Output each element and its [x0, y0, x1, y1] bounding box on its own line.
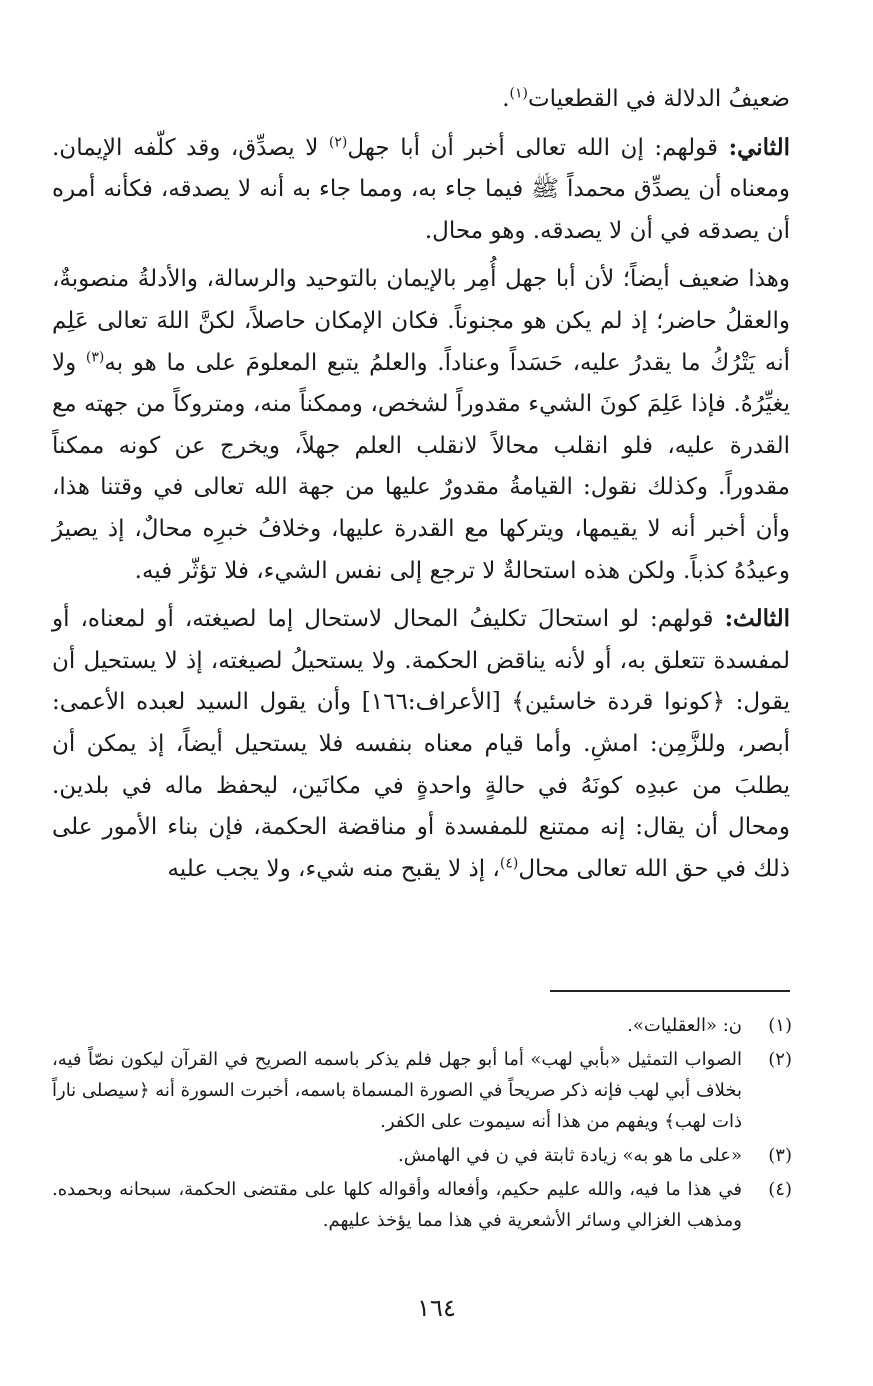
paragraph-1	[52, 78, 790, 121]
footnote-item	[52, 1010, 792, 1041]
footnote-text: ن: «العقليات».	[627, 1015, 742, 1036]
paragraph-text: وهذا ضعيف أيضاً؛ لأن أبا جهل أُمِر بالإيمان بالتوحيد والرسالة، والأدلةُ منصوبةٌ، والعقلُ حاضر؛ إذ لم يكن هو مجنوناً. فكان الإمكان حاصلاً، لكنَّ اللهَ تعالى عَلِم أنه يَتْرُكُ ما يقدرُ عليه، حَسَداً وعناداً. والعلمُ يتبع المعلومَ على ما هو به	[52, 266, 790, 376]
footnote-text: «على ما هو به» زيادة ثابتة في ن في الهامش.	[397, 1145, 742, 1166]
paragraph-text: قولهم: لو استحالَ تكليفُ المحال لاستحال إما لصيغته، أو لمعناه، أو لمفسدة تتعلق به، أو لأنه يناقض الحكمة. ولا يستحيلُ لصيغته، إذ لا يستحيل أن يقول: ﴿كونوا قردة خاسئين﴾ [الأعراف:١٦٦] وأن يقول السيد لعبده الأعمى: أبصر، وللزَّمِن: امشِ. وأما قيام معناه بنفسه فلا يستحيل أيضاً، إذ يمكن أن يطلبَ من عبدِه كونَهُ في حالةٍ واحدةٍ في مكانَين، ليحفظ ماله في بلدين. ومحال أن يقال: إنه ممتنع للمفسدة أو مناقضة الحكمة، فإن بناء الأمور على ذلك في حق الله تعالى محال	[52, 606, 790, 882]
footnote-ref-3[interactable]: (٣)	[85, 348, 105, 365]
paragraph-tail: .	[502, 86, 510, 112]
footnote-number: (٣)	[768, 1145, 792, 1166]
paragraph-tail: ولا يغيِّرُهُ. فإذا عَلِمَ كونَ الشيء مقدوراً لشخص، وممكناً منه، ومتروكاً من جهته مع القدرة عليه، فلو انقلب محالاً لانقلب العلم جهلاً، ويخرج عن كونه ممكناً مقدوراً. وكذلك نقول: القيامةُ مقدورٌ عليها من جهة الله تعالى في وقتنا هذا، وأن أخبر أنه لا يقيمها، ويتركها مع القدرة عليها، وخلافُ خبرِه محالٌ، إذ يصيرُ وعيدُهُ كذباً. ولكن هذه استحالةٌ لا ترجع إلى نفس الشيء، فلا تؤثّر فيه.	[52, 349, 790, 584]
paragraph-lead: الثالث:	[724, 605, 790, 633]
footnote-ref-2[interactable]: (٢)	[328, 133, 348, 150]
footnote-item	[52, 1044, 792, 1137]
footnote-ref-1[interactable]: (١)	[509, 85, 528, 102]
page-number: ١٦٤	[417, 1294, 456, 1322]
paragraph-text: ضعيفُ الدلالة في القطعيات	[528, 86, 790, 112]
footnote-number: (٢)	[768, 1049, 792, 1070]
paragraph-2	[52, 127, 790, 253]
paragraph-3	[52, 258, 790, 592]
footnote-text: في هذا ما فيه، والله عليم حكيم، وأفعاله وأقواله كلها على مقتضى الحكمة، سبحانه وبحمده. ومذهب الغزالي وسائر الأشعرية في هذا مما يؤخذ عليهم.	[52, 1179, 742, 1231]
footnote-item	[52, 1174, 792, 1236]
main-text	[52, 78, 790, 896]
paragraph-tail: لا يصدِّق، وقد كلّفه الإيمان. ومعناه أن يصدِّق محمداً ﷺ فيما جاء به، ومما جاء به أنه لا يصدقه، فكأنه أمره أن يصدقه في أن لا يصدقه. وهو محال.	[52, 134, 790, 244]
paragraph-4	[52, 598, 790, 890]
footnote-number: (١)	[768, 1015, 792, 1036]
footnotes	[52, 1010, 792, 1239]
footnote-text: الصواب التمثيل «بأبي لهب» أما أبو جهل فلم يذكر باسمه الصريح في القرآن ليكون نصّاً فيه، بخلاف أبي لهب فإنه ذكر صريحاً في الصورة المسماة باسمه، أخبرت السورة أنه ﴿سيصلى ناراً ذات لهب﴾ ويفهم من هذا أنه سيموت على الكفر.	[52, 1049, 742, 1132]
paragraph-tail: ، إذ لا يقبح منه شيء، ولا يجب عليه	[167, 855, 500, 882]
footnote-ref-4[interactable]: (٤)	[499, 855, 519, 872]
footnote-number: (٤)	[768, 1179, 792, 1200]
paragraph-text: قولهم: إن الله تعالى أخبر أن أبا جهل	[347, 134, 729, 161]
paragraph-lead: الثاني:	[728, 133, 790, 161]
footnote-divider	[550, 990, 790, 992]
footnote-item	[52, 1140, 792, 1171]
